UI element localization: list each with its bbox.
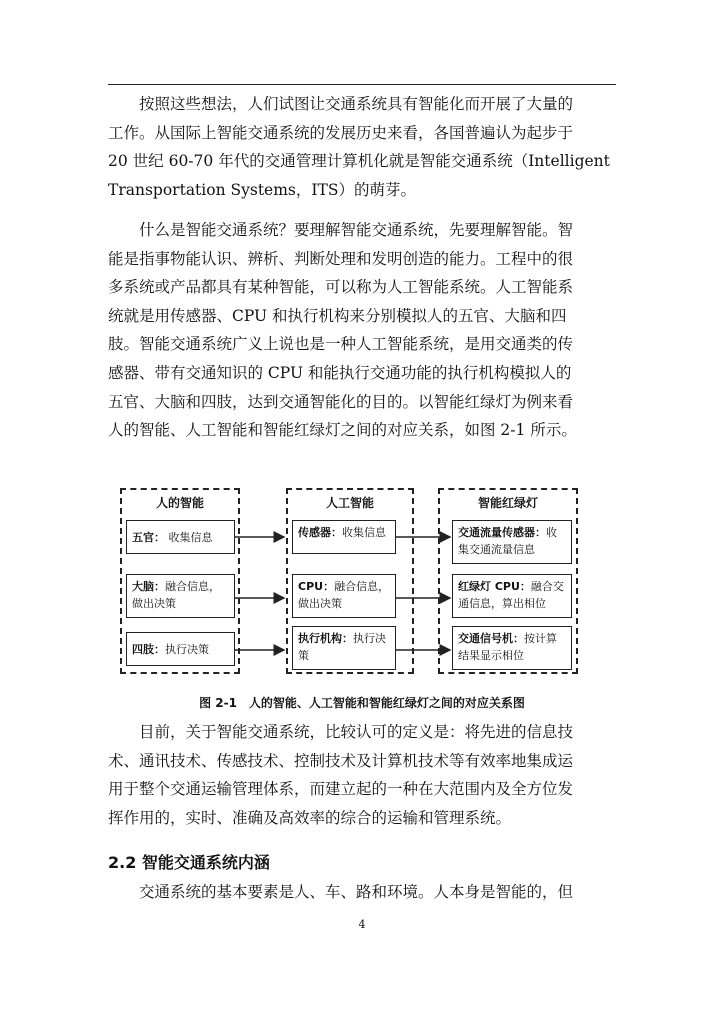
box-label: 交通流量传感器：	[458, 526, 546, 539]
box-limbs	[126, 632, 235, 666]
box-label: 五官：	[132, 531, 165, 544]
text-line: 用于整个交通运输管理体系，而建立起的一种在大范围内及全方位发	[108, 780, 574, 799]
box-cpu	[292, 574, 396, 618]
box-text: 融合交通信息，算出相位	[458, 580, 564, 610]
box-text: 按计算结果显示相位	[458, 632, 557, 662]
box-text: 执行决策	[165, 643, 209, 656]
box-label: 大脑：	[132, 580, 165, 593]
paragraph-2	[108, 216, 616, 445]
box-label: 执行机构：	[298, 632, 353, 645]
paragraph-1	[108, 90, 616, 204]
box-text: 融合信息，做出决策	[298, 580, 390, 610]
text-line: 交通系统的基本要素是人、车、路和环境。人本身是智能的，但	[139, 883, 574, 901]
text-line: 挥作用的，实时、准确及高效率的综合的运输和管理系统。	[108, 808, 512, 827]
box-senses	[126, 520, 235, 554]
section-heading: 2.2 智能交通系统内涵	[108, 853, 270, 872]
text-line: 多系统或产品都具有某种智能，可以称为人工智能系统。人工智能系	[108, 278, 574, 297]
text-line: 统就是用传感器、CPU 和执行机构来分别模拟人的五官、大脑和四	[108, 306, 567, 325]
text-line: 20 世纪 60-70 年代的交通管理计算机化就是智能交通系统（Intelligent	[108, 152, 610, 171]
box-traffic-light-cpu	[452, 574, 572, 618]
box-label: 交通信号机：	[458, 632, 524, 645]
text-line: 人的智能、人工智能和智能红绿灯之间的对应关系，如图 2-1 所示。	[108, 421, 577, 440]
box-text: 执行决策	[298, 632, 386, 662]
box-text: 收集交通流量信息	[458, 526, 557, 556]
box-traffic-flow-sensor	[452, 520, 572, 564]
text-line: 目前，关于智能交通系统，比较认可的定义是：将先进的信息技	[139, 723, 574, 741]
group-title: 智能红绿灯	[477, 496, 538, 510]
paragraph-3	[108, 718, 616, 832]
text-line: 按照这些想法，人们试图让交通系统具有智能化而开展了大量的	[139, 95, 574, 113]
box-label: 四肢：	[132, 643, 165, 656]
text-line: Transportation Systems，ITS）的萌芽。	[108, 180, 416, 199]
box-text: 收集信息	[165, 531, 213, 544]
header-rule	[108, 84, 616, 85]
box-signal-controller	[452, 626, 572, 670]
box-label: 传感器：	[298, 526, 342, 539]
box-brain	[126, 574, 235, 618]
page-number: 4	[358, 918, 366, 931]
figure-caption: 图 2-1 人的智能、人工智能和智能红绿灯之间的对应关系图	[199, 696, 525, 710]
box-text: 融合信息，做出决策	[132, 580, 220, 610]
box-sensor	[292, 520, 396, 554]
box-actuator	[292, 626, 396, 670]
text-line: 什么是智能交通系统？要理解智能交通系统，先要理解智能。智	[139, 221, 574, 239]
text-line: 工作。从国际上智能交通系统的发展历史来看，各国普遍认为起步于	[108, 123, 574, 142]
text-line: 术、通讯技术、传感技术、控制技术及计算机技术等有效率地集成运	[108, 751, 574, 770]
text-line: 肢。智能交通系统广义上说也是一种人工智能系统，是用交通类的传	[108, 335, 574, 354]
group-title: 人的智能	[155, 496, 204, 510]
box-label: 红绿灯 CPU：	[458, 580, 531, 593]
text-line: 能是指事物能认识、辨析、判断处理和发明创造的能力。工程中的很	[108, 249, 574, 268]
correspondence-diagram	[108, 480, 616, 680]
box-label: CPU：	[298, 580, 335, 593]
text-line: 五官、大脑和四肢，达到交通智能化的目的。以智能红绿灯为例来看	[108, 392, 574, 411]
paragraph-4	[108, 878, 616, 907]
box-text: 收集信息	[342, 526, 386, 539]
group-title: 人工智能	[325, 496, 374, 510]
text-line: 感器、带有交通知识的 CPU 和能执行交通功能的执行机构模拟人的	[108, 363, 572, 382]
